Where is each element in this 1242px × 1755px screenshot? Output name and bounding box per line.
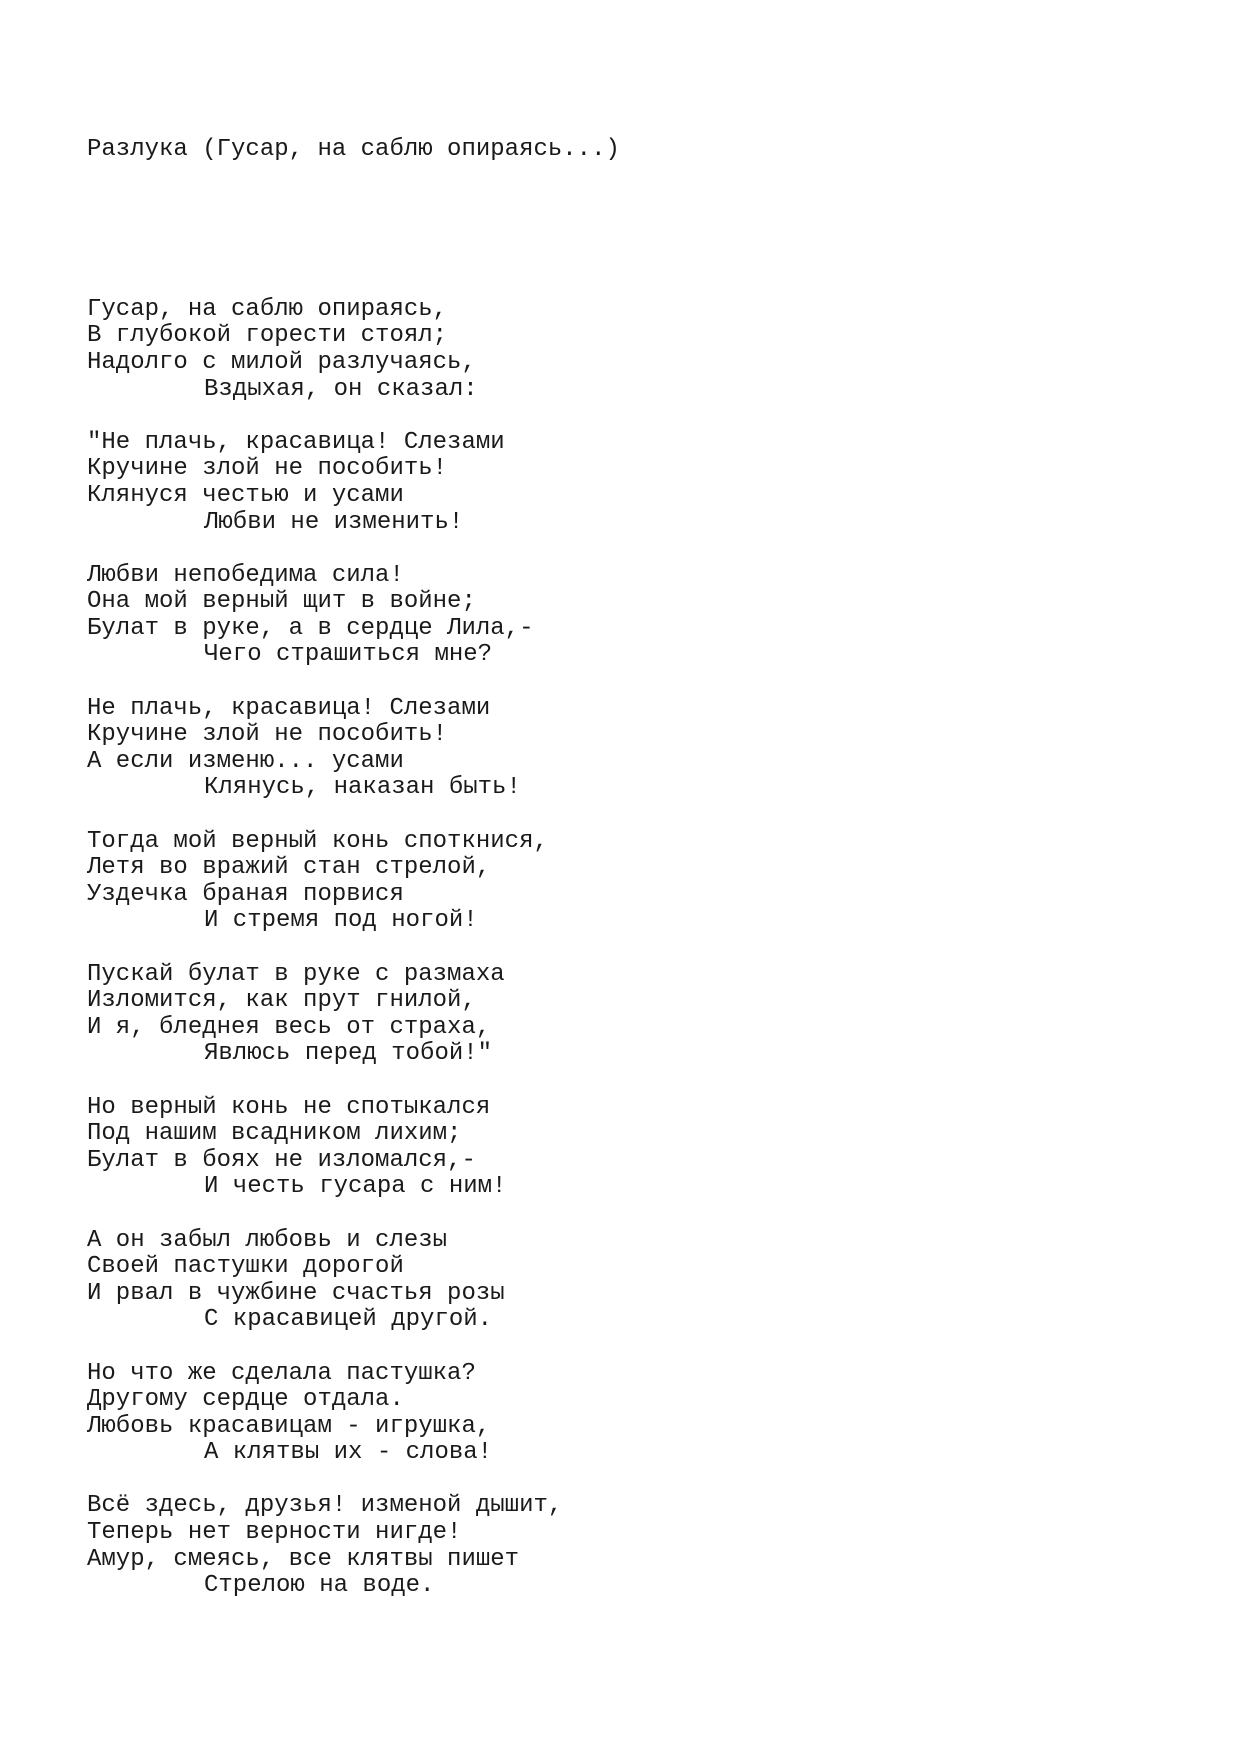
poem-body bbox=[87, 297, 1187, 1600]
stanza-gap bbox=[87, 403, 1187, 430]
poem-line: Не плачь, красавица! Слезами bbox=[87, 694, 491, 722]
poem-line: А клятвы их - слова! bbox=[204, 1439, 493, 1467]
poem-line: Стрелою на воде. bbox=[204, 1572, 435, 1600]
poem-line: Она мой верный щит в войне; bbox=[87, 588, 476, 616]
stanza-gap bbox=[87, 1467, 1187, 1494]
poem-line: Клянусь, наказан быть! bbox=[204, 774, 521, 802]
poem-line: Уздечка браная порвися bbox=[87, 880, 404, 908]
poem-line: Клянуся честью и усами bbox=[87, 481, 404, 509]
stanza bbox=[87, 430, 1187, 536]
poem-line: В глубокой горести стоял; bbox=[87, 322, 448, 350]
poem-line: Любви непобедима сила! bbox=[87, 561, 404, 589]
stanza bbox=[87, 1095, 1187, 1201]
poem-line: Изломится, как прут гнилой, bbox=[87, 987, 476, 1015]
stanza bbox=[87, 297, 1187, 403]
stanza bbox=[87, 1228, 1187, 1334]
poem-line: А он забыл любовь и слезы bbox=[87, 1226, 448, 1254]
stanza-gap bbox=[87, 935, 1187, 962]
poem-line: Булат в боях не изломался,- bbox=[87, 1146, 476, 1174]
stanza-gap bbox=[87, 802, 1187, 829]
poem-line: Летя во вражий стан стрелой, bbox=[87, 854, 491, 882]
poem-line: Теперь нет верности нигде! bbox=[87, 1519, 462, 1547]
stanza-gap bbox=[87, 536, 1187, 563]
poem-line: Пускай булат в руке с размаха bbox=[87, 960, 505, 988]
poem-line: И рвал в чужбине счастья розы bbox=[87, 1279, 505, 1307]
poem-line: Явлюсь перед тобой!" bbox=[204, 1040, 493, 1068]
stanza-gap bbox=[87, 217, 1187, 244]
poem-line: С красавицей другой. bbox=[204, 1306, 493, 1334]
poem-line: Гусар, на саблю опираясь, bbox=[87, 295, 448, 323]
poem-line: Но верный конь не спотыкался bbox=[87, 1093, 491, 1121]
poem-line: Но что же сделала пастушка? bbox=[87, 1359, 476, 1387]
poem-line: Кручине злой не пособить! bbox=[87, 721, 448, 749]
stanza bbox=[87, 829, 1187, 935]
poem-line: Любви не изменить! bbox=[204, 508, 464, 536]
poem-text bbox=[87, 84, 1187, 1653]
poem-line: "Не плачь, красавица! Слезами bbox=[87, 428, 505, 456]
poem-line: И стремя под ногой! bbox=[204, 907, 478, 935]
poem-line: А если изменю... усами bbox=[87, 747, 404, 775]
stanza-gap bbox=[87, 1201, 1187, 1228]
poem-line: Вздыхая, он сказал: bbox=[204, 375, 478, 403]
stanza bbox=[87, 962, 1187, 1068]
poem-line: Тогда мой верный конь споткнися, bbox=[87, 827, 548, 855]
poem-line: И я, бледнея весь от страха, bbox=[87, 1013, 491, 1041]
poem-line: И честь гусара с ним! bbox=[204, 1173, 507, 1201]
stanza bbox=[87, 1493, 1187, 1599]
stanza bbox=[87, 1361, 1187, 1467]
stanza-gap bbox=[87, 1334, 1187, 1361]
poem-line: Всё здесь, друзья! изменой дышит, bbox=[87, 1492, 563, 1520]
stanza bbox=[87, 696, 1187, 802]
poem-line: Кручине злой не пособить! bbox=[87, 455, 448, 483]
poem-line: Другому сердце отдала. bbox=[87, 1386, 404, 1414]
stanza-gap bbox=[87, 1068, 1187, 1095]
stanza bbox=[87, 563, 1187, 669]
poem-line: Под нашим всадником лихим; bbox=[87, 1120, 462, 1148]
poem-line: Надолго с милой разлучаясь, bbox=[87, 348, 476, 376]
poem-line: Булат в руке, а в сердце Лила,- bbox=[87, 614, 534, 642]
poem-line: Любовь красавицам - игрушка, bbox=[87, 1412, 491, 1440]
poem-title: Разлука (Гусар, на саблю опираясь...) bbox=[87, 136, 620, 164]
stanza-gap bbox=[87, 669, 1187, 696]
poem-line: Чего страшиться мне? bbox=[204, 641, 493, 669]
poem-line: Своей пастушки дорогой bbox=[87, 1253, 404, 1281]
poem-line: Амур, смеясь, все клятвы пишет bbox=[87, 1545, 520, 1573]
